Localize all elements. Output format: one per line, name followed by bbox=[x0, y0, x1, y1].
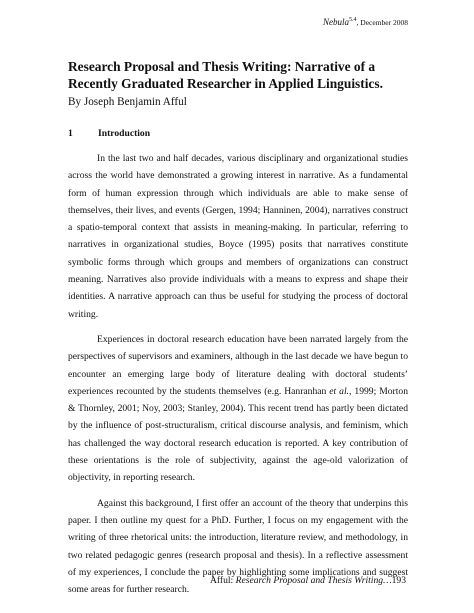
section-number: 1 bbox=[68, 128, 73, 139]
page-number: 193 bbox=[391, 575, 406, 586]
paragraph-text: Against this background, I first offer an account of the theory that underpins this paper. I then outline my quest for a PhD. Further, I focus on my engagement with the writing of three rhetorical units: the introduction, literature review, and methodology, in two related pedagogic genres (research proposal and thesis). In a reflective assessment of my experiences, I conclude the paper by highlighting some implications and suggest some areas for further research. bbox=[68, 497, 408, 596]
paragraph-text: Experiences in doctoral research education have been narrated largely from the perspectives of supervisors and examiners, although in the last decade we have begun to encounter an emerging large body of literature dealing with doctoral students’ experiences recounted by the students themselves (e.g. Hanranhan bbox=[68, 333, 408, 397]
footer-title: Research Proposal and Thesis Writing… bbox=[235, 575, 392, 586]
page-footer bbox=[210, 575, 406, 586]
article-author: By Joseph Benjamin Afful bbox=[68, 96, 187, 108]
issue-date: , December 2008 bbox=[356, 18, 408, 27]
running-header bbox=[323, 17, 408, 27]
paragraph bbox=[68, 331, 408, 487]
paragraph-text: In the last two and half decades, various disciplinary and organizational studies across the world have demonstrated a growing interest in narrative. As a fundamental form of human expression through which individuals are able to make sense of themselves, their lives, and events (Gergen, 1994; Hanninen, 2004), narratives construct a spatio-temporal context that assists in meaning-making. In particular, referring to narratives in organizational studies, Boyce (1995) posits that narratives constitute symbolic forms through which groups and members of organizations can construct meaning. Narratives also provide individuals with a means to express and shape their identities. A narrative approach can thus be useful for studying the process of doctoral writing. bbox=[68, 153, 408, 320]
paragraph-italic-text: et al. bbox=[329, 385, 350, 397]
journal-name: Nebula bbox=[323, 17, 350, 27]
paragraph bbox=[68, 150, 408, 323]
issue-number: 5.4 bbox=[349, 17, 357, 23]
article-title: Research Proposal and Thesis Writing: Narrative of a Recently Graduated Researcher in Applied Linguistics. bbox=[68, 59, 383, 91]
body-text bbox=[68, 150, 408, 606]
section-title: Introduction bbox=[98, 128, 151, 139]
section-heading bbox=[68, 128, 150, 139]
footer-author: Afful: bbox=[209, 575, 236, 586]
paragraph-text: , 1999; Morton & Thornley, 2001; Noy, 2003; Stanley, 2004). This recent trend has partly been dictated by the influence of post-structuralism, critical discourse analysis, and feminism, which has challenged the way doctoral research education is reported. A key contribution of these orientations is the role of subjectivity, against the age-old valorization of objectivity, in reporting research. bbox=[68, 385, 408, 484]
